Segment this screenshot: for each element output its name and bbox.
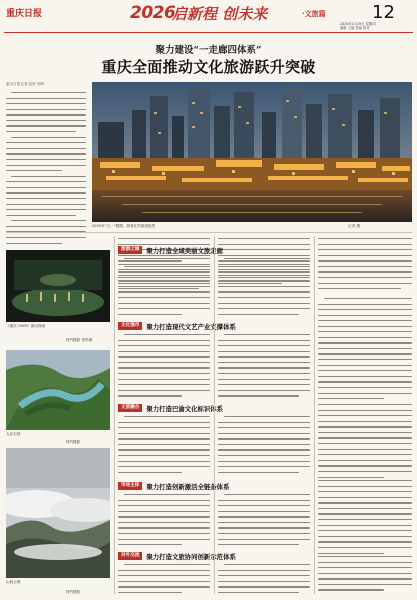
section-header-3: [118, 404, 223, 412]
hero-caption: 2025年“五一”假期，游客在洪崖洞夜景: [92, 224, 156, 228]
section-1-text-b: [218, 258, 310, 319]
section-2-text-b: [218, 334, 310, 401]
river-photo: [6, 350, 110, 430]
section-4-text-c: [318, 480, 412, 558]
section-2-text-c: [318, 320, 412, 404]
masthead-rule: [4, 32, 413, 33]
section-header-2: [118, 322, 236, 330]
clouds-credit: 特约摄影: [66, 590, 81, 594]
paper-name: 重庆日报: [6, 9, 43, 19]
slogan: 启新程 创未来: [172, 5, 268, 23]
section-title: 聚力打造现代文艺产业支撑体系: [146, 322, 236, 331]
river-caption: 大足石刻: [6, 432, 21, 436]
section-1-text-c: [318, 298, 412, 320]
section-5-text-b: [218, 564, 310, 597]
column-divider: [114, 236, 115, 594]
article-byline: 重庆日报记者 赵欣 郭岭: [6, 82, 45, 86]
section-title: 聚力打造巴渝文化标识体系: [146, 404, 224, 413]
stage-caption: 《重庆·1949》演出现场: [6, 324, 46, 328]
clouds-caption: 山间云海: [6, 580, 21, 584]
hero-credit: 记者 摄: [348, 224, 360, 228]
divider: [6, 232, 412, 233]
section-4-text-b: [218, 494, 310, 550]
stage-credit: 特约摄影 资料图: [66, 338, 93, 342]
section-1-text: [118, 258, 210, 319]
section-4-text: [118, 494, 210, 550]
section-5-text-c: [318, 556, 412, 595]
section-3-text-b: [218, 416, 310, 477]
section-tag: 文旅融合: [118, 404, 142, 412]
river-credit: 特约摄影: [66, 440, 81, 444]
section-3-text: [118, 416, 210, 477]
section-title: 聚力打造文旅协同创新示范体系: [146, 552, 236, 561]
page-number: 12: [372, 2, 395, 23]
year-logo: 2026: [130, 3, 176, 23]
section-5-text: [118, 564, 210, 597]
section-name: ·文旅篇: [302, 10, 326, 18]
meta-date: 2026年1月29日 星期四: [340, 22, 376, 26]
article-kicker: 聚力建设“一走廊四体系”: [155, 45, 262, 56]
section-header-1: [118, 246, 223, 254]
section-header-4: [118, 482, 229, 490]
section-tag: 文化强市: [118, 322, 142, 330]
section-header-5: [118, 552, 236, 560]
column-divider: [214, 236, 215, 594]
text-column-3: [318, 238, 412, 294]
hero-photo-night-city: [92, 82, 412, 222]
section-tag: 旅游之城: [118, 246, 142, 254]
stage-photo: [6, 250, 110, 322]
article-headline: 重庆全面推动文化旅游跃升突破: [101, 58, 316, 76]
intro-column: [6, 92, 86, 248]
section-tag: 市场主体: [118, 482, 142, 490]
section-title: 聚力打造全域美丽文旅走廊: [146, 246, 224, 255]
section-tag: 对外交流: [118, 552, 142, 560]
section-3-text-c: [318, 404, 412, 482]
clouds-photo: [6, 448, 110, 578]
meta-editors: 编辑 主编 美编 校对: [340, 26, 370, 30]
section-2-text: [118, 334, 210, 401]
masthead-meta: [340, 22, 414, 30]
column-divider: [314, 236, 315, 594]
section-title: 聚力打造创新激活全链条体系: [146, 482, 230, 491]
masthead: [0, 0, 417, 34]
